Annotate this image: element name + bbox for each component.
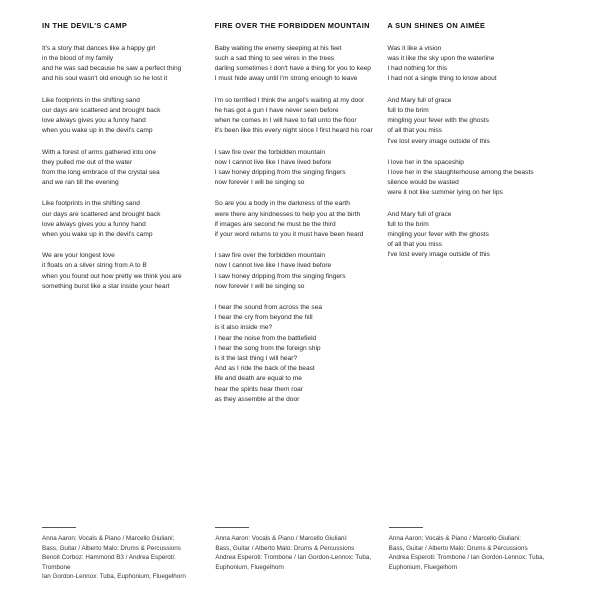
stanza bbox=[215, 148, 374, 189]
lyric-line: And Mary full of grace bbox=[387, 96, 452, 104]
lyric-line: when you wake up in the devil's camp bbox=[42, 127, 153, 135]
lyric-line: such a sad thing to see wires in the trees bbox=[214, 55, 335, 63]
stanza bbox=[215, 44, 374, 85]
lyric-line: when he comes in I will have to fall unto the floor bbox=[214, 117, 357, 125]
lyric-line: Like footprints in the shifting sand bbox=[42, 96, 140, 104]
lyric-line: Baby waiting the enemy sleeping at his feet bbox=[214, 44, 342, 52]
lyric-line: I had not a single thing to know about bbox=[387, 75, 497, 83]
lyric-line: were there any kindnesses to help you at the birth bbox=[214, 210, 361, 218]
stanza bbox=[42, 251, 201, 292]
credits-divider bbox=[42, 527, 76, 528]
lyric-line: With a forest of arms gathered into one bbox=[42, 148, 156, 156]
lyric-line: I hear the song from the foreign ship bbox=[214, 344, 321, 352]
lyric-line: they pulled me out of the water bbox=[42, 158, 133, 166]
stanza bbox=[215, 303, 374, 405]
lyric-line: I've lost every image outside of this bbox=[387, 137, 490, 145]
lyric-line: something burst like a star inside your heart bbox=[42, 282, 170, 290]
credit-line: Anna Aaron: Vocals & Piano / Marcello Giuliani: bbox=[215, 535, 348, 542]
lyric-line: Like footprints in the shifting sand bbox=[42, 200, 140, 208]
stanza bbox=[387, 96, 546, 147]
lyric-line: our days are scattered and brought back bbox=[42, 106, 161, 114]
lyric-line: when you found out how pretty we think you are bbox=[42, 272, 182, 280]
lyric-line: I've lost every image outside of this bbox=[387, 251, 490, 259]
lyric-line: Was it like a vision bbox=[387, 44, 442, 52]
lyric-line: from the long embrace of the crystal sea bbox=[42, 168, 160, 176]
credit-line: Bass, Guitar / Alberto Malo: Drums & Percussions bbox=[388, 544, 528, 552]
credit-line: Euphonium, Fluegelhorn bbox=[215, 563, 284, 571]
lyric-line: hear the spirits hear them roar bbox=[214, 385, 303, 393]
stanza bbox=[215, 199, 374, 240]
lyric-line: were it not like summer lying on her lips bbox=[387, 189, 503, 197]
stanza bbox=[387, 44, 546, 85]
lyric-line: now forever I will be singing so bbox=[214, 179, 305, 187]
lyric-line: and we ran till the evening bbox=[42, 179, 119, 187]
lyric-line: I hear the cry from beyond the hill bbox=[214, 314, 313, 322]
lyric-line: I saw honey dripping from the singing fingers bbox=[214, 168, 346, 176]
song-title-1: IN THE DEVIL'S CAMP bbox=[42, 21, 128, 30]
credits-divider bbox=[215, 527, 249, 528]
credits-section bbox=[42, 527, 562, 582]
credit-line: Bass, Guitar / Alberto Malo: Drums & Percussions bbox=[42, 544, 181, 552]
lyric-line: love always gives you a funny hand bbox=[42, 220, 146, 228]
lyric-line: of all that you miss bbox=[387, 127, 442, 135]
lyric-line: We are your longest love bbox=[42, 252, 115, 260]
credit-line: Anna Aaron: Vocals & Piano / Marcello Giuliani: bbox=[42, 535, 175, 542]
lyric-line: I hear the noise from the battlefield bbox=[214, 334, 317, 342]
stanza bbox=[387, 158, 546, 199]
lyric-line: it's been like this every night since I first heard his roar bbox=[214, 127, 373, 135]
stanza bbox=[215, 251, 374, 292]
lyric-line: full to the brim bbox=[387, 106, 429, 114]
lyric-line: It's a story that dances like a happy girl bbox=[42, 44, 156, 52]
lyric-line: love always gives you a funny hand bbox=[42, 117, 146, 125]
lyric-line: now I cannot live like I have lived before bbox=[214, 262, 332, 270]
lyrics-column-3 bbox=[387, 22, 560, 272]
credit-line: Ian Gordon-Lennox: Tuba, Euphonium, Fluegelhorn bbox=[42, 573, 186, 581]
credit-line: Euphonium, Fluegelhorn bbox=[388, 563, 458, 571]
lyric-line: of all that you miss bbox=[387, 241, 442, 249]
lyric-line: if images are second he must be the third bbox=[214, 220, 336, 228]
lyric-line: if your word returns to you it must have been heard bbox=[214, 230, 364, 238]
lyric-line: I love her in the spaceship bbox=[387, 158, 464, 166]
lyric-line: life and death are equal to me bbox=[214, 375, 302, 383]
lyric-line: I saw fire over the forbidden mountain bbox=[214, 148, 325, 156]
lyric-line: in the blood of my family bbox=[42, 55, 114, 63]
stanza bbox=[42, 148, 201, 189]
credit-line: Andrea Esperoti: Trombone / Ian Gordon-Lennox: Tuba, bbox=[215, 554, 372, 562]
credits-column-2 bbox=[215, 527, 388, 582]
lyric-line: as they assemble at the door bbox=[214, 395, 300, 403]
lyric-line: our days are scattered and brought back bbox=[42, 210, 161, 218]
lyric-line: is it also inside me? bbox=[214, 324, 273, 332]
lyric-line: I'm so terrified I think the angel's waiting at my door bbox=[214, 96, 365, 104]
credits-column-3 bbox=[389, 527, 562, 582]
lyric-line: And as I ride the back of the beast bbox=[214, 365, 315, 373]
lyric-line: I saw honey dripping from the singing fingers bbox=[214, 272, 346, 280]
stanza bbox=[387, 210, 546, 261]
lyric-line: So are you a body in the darkness of the earth bbox=[214, 200, 350, 208]
stanza bbox=[42, 96, 201, 137]
credit-line: Benoit Corboz: Hammond B3 / Andrea Esperoti: Trombone bbox=[42, 554, 176, 571]
lyric-line: I had nothing for this bbox=[387, 65, 448, 73]
stanza bbox=[42, 199, 201, 240]
credit-line: Anna Aaron: Vocals & Piano / Marcello Giuliani: bbox=[388, 535, 521, 542]
lyric-line: was it like the sky upon the waterline bbox=[387, 55, 495, 63]
song-title-2: FIRE OVER THE FORBIDDEN MOUNTAIN bbox=[214, 21, 370, 30]
lyric-line: and he was sad because he saw a perfect thing bbox=[42, 65, 182, 73]
lyric-line: silence would be wasted bbox=[387, 179, 459, 187]
credit-line: Bass, Guitar / Alberto Malo: Drums & Percussions bbox=[215, 544, 355, 552]
lyric-line: is it the last thing I will hear? bbox=[214, 354, 298, 362]
lyric-line: now I cannot live like I have lived before bbox=[214, 158, 332, 166]
lyrics-column-1 bbox=[42, 22, 215, 303]
lyric-line: mingling your fever with the ghosts bbox=[387, 117, 489, 125]
credits-divider bbox=[389, 527, 423, 528]
lyric-line: I hear the sound from across the sea bbox=[214, 303, 323, 311]
credit-line: Andrea Esperoti: Trombone / Ian Gordon-Lennox: Tuba, bbox=[388, 554, 545, 562]
lyric-line: mingling your fever with the ghosts bbox=[387, 230, 489, 238]
credits-column-1 bbox=[42, 527, 215, 582]
stanza bbox=[215, 96, 374, 137]
song-title-3: A SUN SHINES ON AIMÉE bbox=[387, 21, 486, 30]
lyric-line: it floats on a silver string from A to B bbox=[42, 262, 147, 270]
lyric-line: full to the brim bbox=[387, 220, 429, 228]
lyrics-column-2 bbox=[215, 22, 388, 416]
lyric-line: and his soul wasn't old enough so he lost it bbox=[42, 75, 168, 83]
lyric-line: when you wake up in the devil's camp bbox=[42, 230, 153, 238]
lyric-line: I saw fire over the forbidden mountain bbox=[214, 252, 325, 260]
lyric-line: he has got a gun I have never seen before bbox=[214, 106, 339, 114]
lyric-line: I must hide away until I'm strong enough to leave bbox=[214, 75, 358, 83]
lyric-line: And Mary full of grace bbox=[387, 210, 452, 218]
stanza bbox=[42, 44, 201, 85]
lyric-line: now forever I will be singing so bbox=[214, 282, 305, 290]
lyrics-columns bbox=[42, 22, 560, 416]
lyric-line: darling sometimes I don't have a thing for you to keep bbox=[214, 65, 371, 73]
lyric-line: I love her in the slaughterhouse among the beasts bbox=[387, 168, 534, 176]
